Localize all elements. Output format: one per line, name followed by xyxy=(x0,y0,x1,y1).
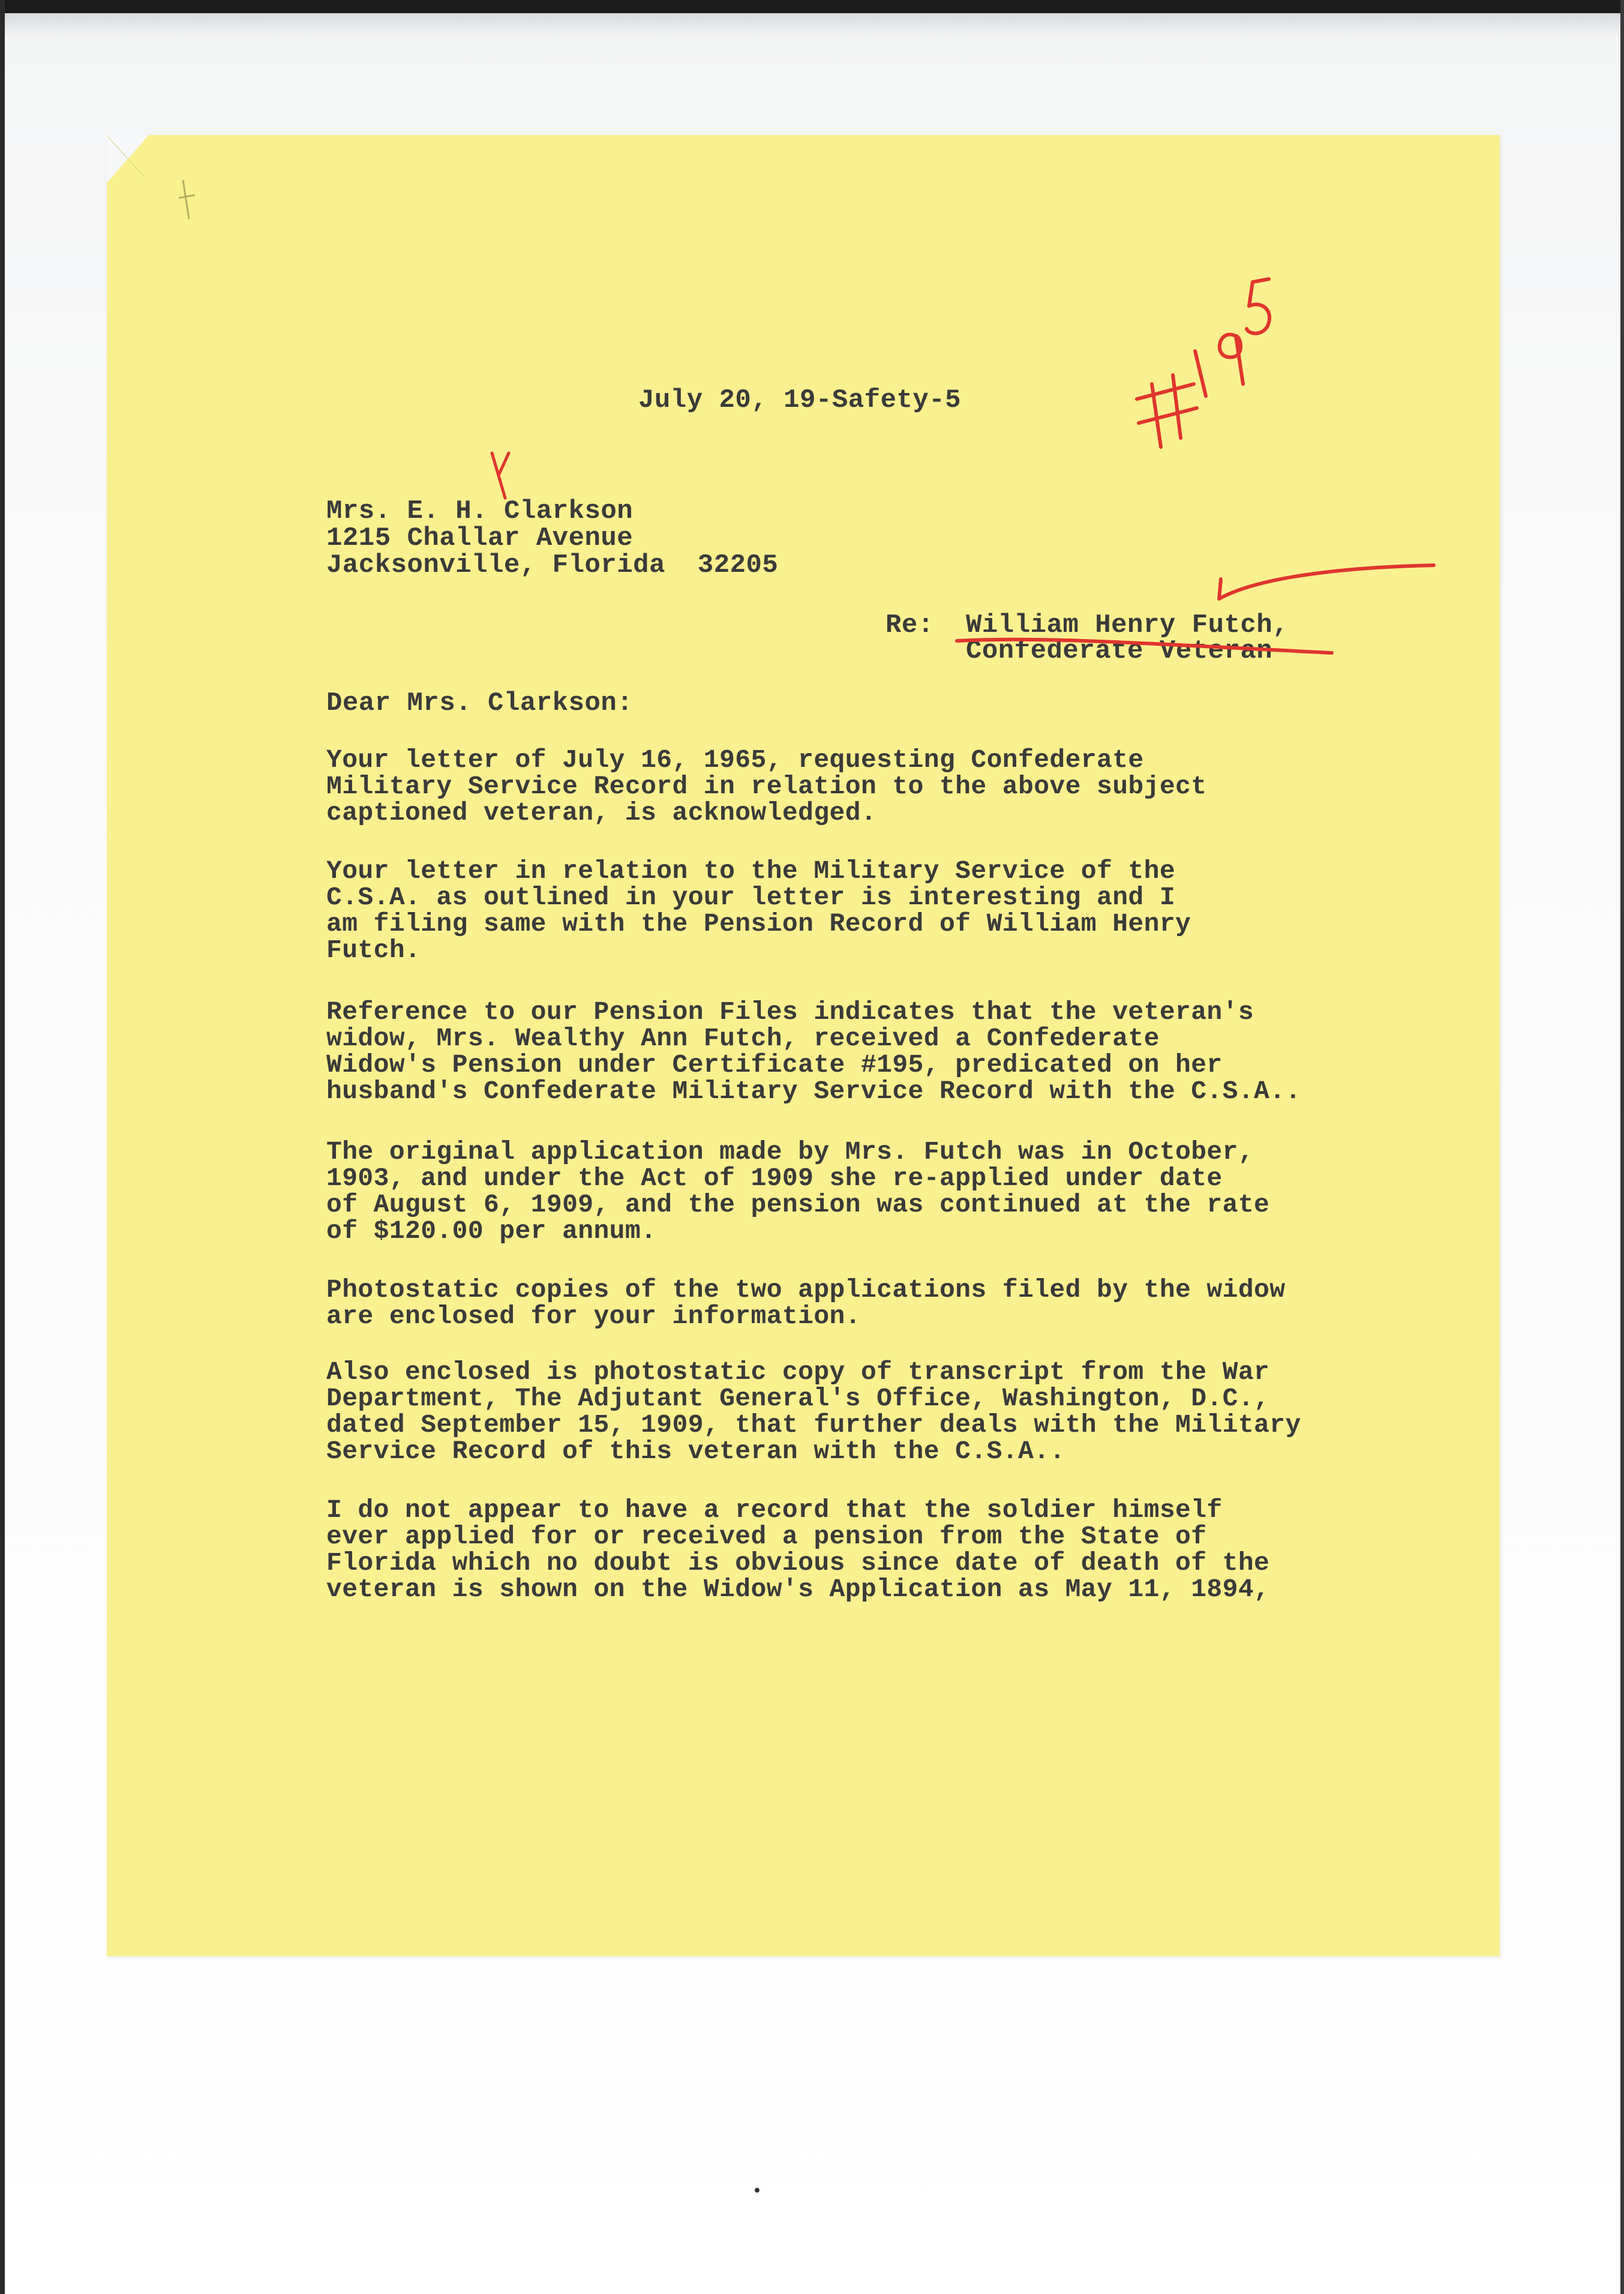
paragraph-line: C.S.A. as outlined in your letter is interesting and I xyxy=(326,883,1176,912)
paragraph-line: Photostatic copies of the two applications filed by the widow xyxy=(326,1275,1286,1305)
scanner-left-edge xyxy=(0,0,5,2294)
paragraph-line: Also enclosed is photostatic copy of transcript from the War xyxy=(326,1357,1270,1387)
paragraph-line: 1903, and under the Act of 1909 she re-applied under date xyxy=(326,1164,1223,1193)
paragraph-2 xyxy=(326,858,1191,964)
paragraph-line: captioned veteran, is acknowledged. xyxy=(326,798,877,827)
paragraph-7 xyxy=(326,1497,1269,1603)
paragraph-3 xyxy=(326,999,1301,1105)
re-subject-line-2: Confederate Veteran xyxy=(966,636,1273,666)
recipient-name: Mrs. E. H. Clarkson xyxy=(326,496,634,526)
paragraph-line: dated September 15, 1909, that further deals with the Military xyxy=(326,1410,1301,1440)
recipient-street: 1215 Challar Avenue xyxy=(326,523,634,553)
paragraph-line: widow, Mrs. Wealthy Ann Futch, received a Confederate xyxy=(326,1024,1160,1053)
paragraph-line: veteran is shown on the Widow's Application as May 11, 1894, xyxy=(326,1575,1270,1604)
paragraph-line: Your letter in relation to the Military Service of the xyxy=(326,856,1176,886)
paragraph-line: Widow's Pension under Certificate #195, predicated on her xyxy=(326,1050,1223,1079)
paragraph-line: Florida which no doubt is obvious since date of death of the xyxy=(326,1548,1270,1578)
salutation: Dear Mrs. Clarkson: xyxy=(326,688,634,718)
paragraph-line: of $120.00 per annum. xyxy=(326,1216,657,1246)
paragraph-line: Futch. xyxy=(326,935,421,965)
paragraph-line: ever applied for or received a pension from the State of xyxy=(326,1522,1207,1551)
recipient-city: Jacksonville, Florida 32205 xyxy=(326,550,779,580)
paragraph-line: Military Service Record in relation to the above subject xyxy=(326,772,1207,801)
paragraph-line: of August 6, 1909, and the pension was continued at the rate xyxy=(326,1190,1270,1219)
scanner-right-edge xyxy=(1620,0,1624,2294)
paragraph-line: am filing same with the Pension Record of William Henry xyxy=(326,909,1191,938)
paragraph-1 xyxy=(326,747,1206,826)
paragraph-line: The original application made by Mrs. Futch was in October, xyxy=(326,1137,1254,1167)
re-label: Re: xyxy=(885,610,934,640)
paragraph-line: Reference to our Pension Files indicates that the veteran's xyxy=(326,997,1254,1027)
paragraph-line: Your letter of July 16, 1965, requesting Confederate xyxy=(326,745,1144,775)
paragraph-4 xyxy=(326,1139,1269,1245)
scanner-top-edge xyxy=(0,0,1624,13)
paragraph-line: are enclosed for your information. xyxy=(326,1302,861,1331)
paragraph-6 xyxy=(326,1359,1301,1465)
paragraph-line: Service Record of this veteran with the C.S.A.. xyxy=(326,1437,1065,1466)
letter-date: July 20, 19-Safety-5 xyxy=(638,385,962,415)
paragraph-line: husband's Confederate Military Service Record with the C.S.A.. xyxy=(326,1076,1301,1106)
paragraph-line: Department, The Adjutant General's Office, Washington, D.C., xyxy=(326,1384,1270,1413)
scanner-top-shadow xyxy=(0,13,1624,37)
letter-sheet xyxy=(107,135,1500,1956)
paragraph-line: I do not appear to have a record that the soldier himself xyxy=(326,1495,1223,1525)
re-subject-line-1: William Henry Futch, xyxy=(966,610,1289,640)
paragraph-5 xyxy=(326,1277,1285,1330)
